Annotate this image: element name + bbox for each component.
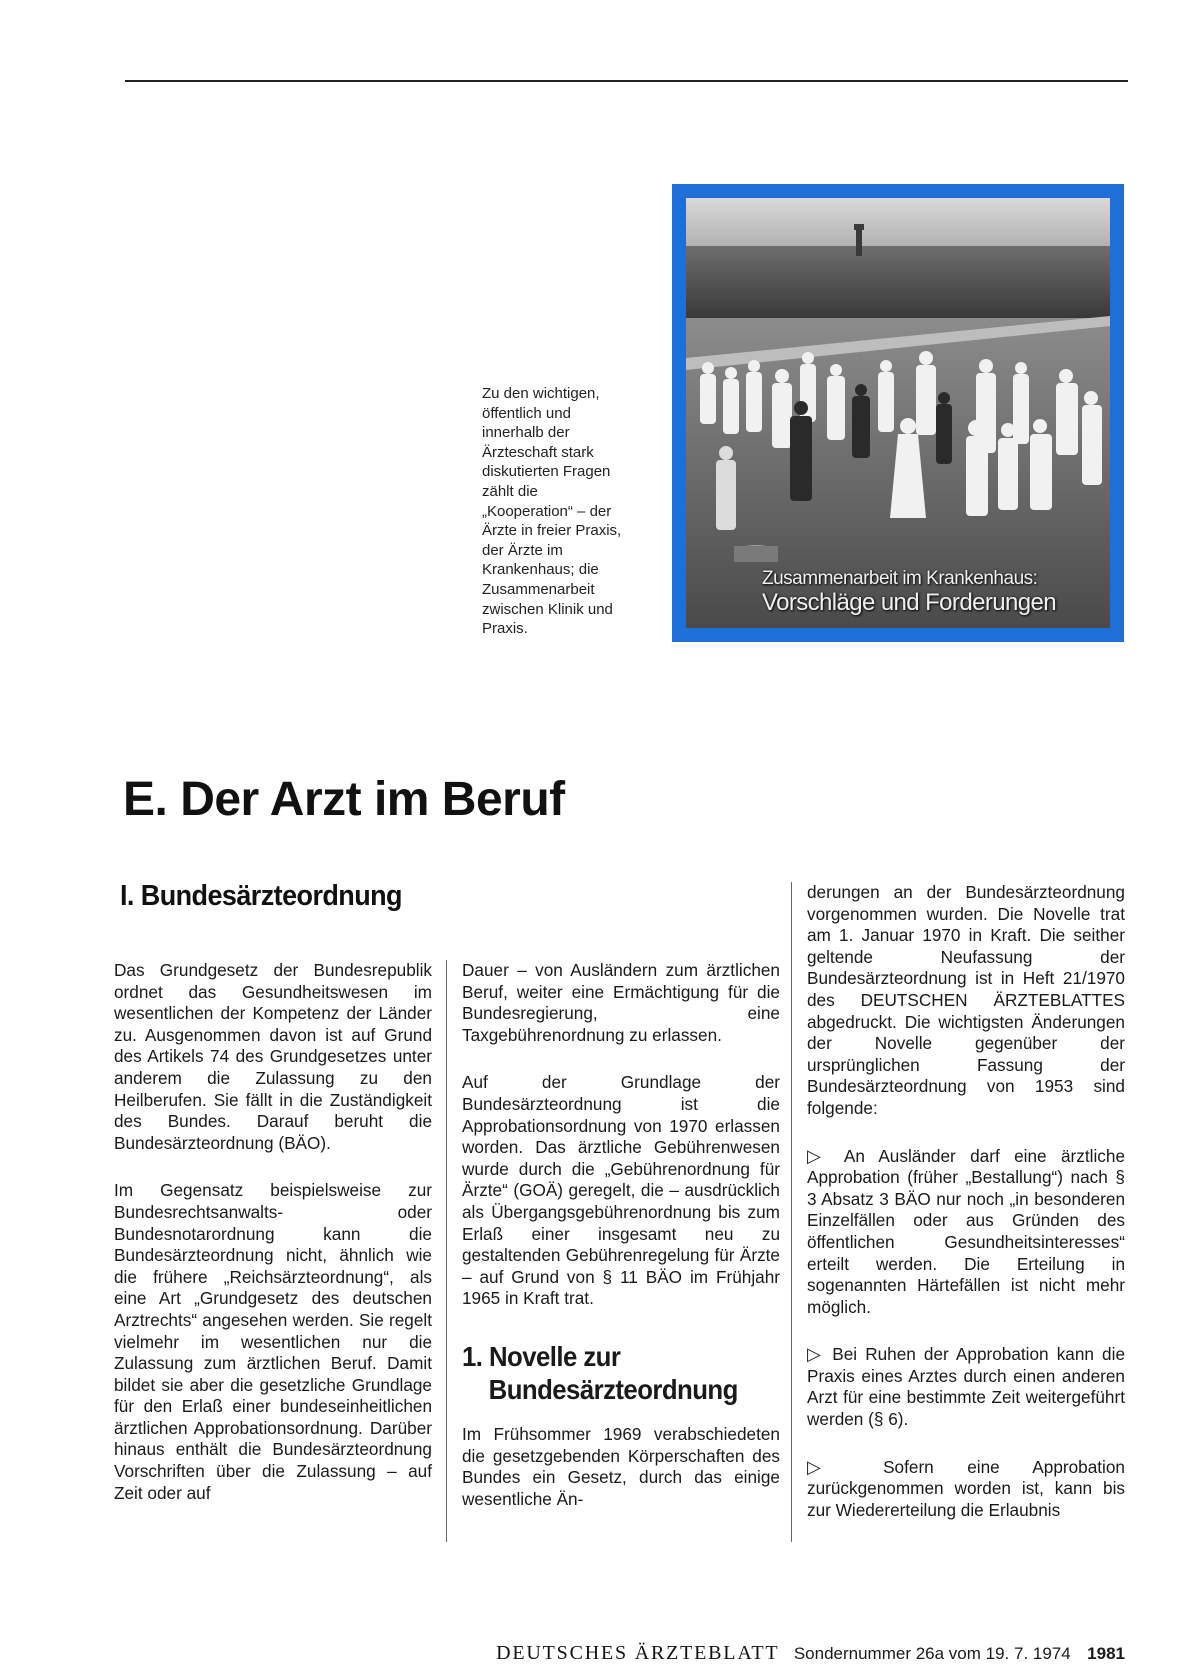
photo-overlay-text [762,568,1102,616]
caption-line: „Kooperation“ – der [482,502,612,520]
caption-line: öffentlich und [482,404,571,422]
caption-line: Ärzte in freier Praxis, [482,522,622,540]
caption-line: zwischen Klinik und [482,600,613,618]
novelle-heading-line1: 1. Novelle zur [462,1340,621,1372]
paragraph: Auf der Grundlage der Bundesärzteordnung ist die Approbationsordnung von 1970 erlassen worden. Das ärztliche Gebührenwesen wurde durch die „Gebührenordnung für Ärzte“ (GOÄ) geregelt, die – ausdrücklich als Übergangsgebührenordnung bis zum Erlaß einer insgesamt neu zu gestaltenden Gebührenregelung für Ärzte – auf Grund von § 11 BÄO im Frühjahr 1965 in Kraft trat. [462,1072,780,1309]
caption-line: zählt die [482,482,538,500]
bullet-text: An Ausländer darf eine ärztliche Approbation (früher „Bestallung“) nach § 3 Absatz 3 BÄO nur noch „in besonderen Einzelfällen oder aus Gründen des öffentlichen Gesundheitsinteresses“ erteilt werden. Die Erteilung in sogenannten Härtefällen ist nicht mehr möglich. [807,1145,1125,1317]
bullet-item [807,1146,1125,1319]
page-number: 1981 [1087,1644,1125,1663]
photo-frame [672,184,1124,642]
paragraph: Das Grundgesetz der Bundesrepublik ordnet das Gesundheitswesen im wesentlichen der Kompetenz der Länder zu. Ausgenommen davon ist auf Grund des Artikels 74 des Grundgesetzes unter anderem die Zulassung zu den Heilberufen. Sie fällt in die Zuständigkeit des Bundes. Darauf beruht die Bundesärzteordnung (BÄO). [114,960,432,1153]
paragraph: Im Gegensatz beispielsweise zur Bundesrechtsanwalts- oder Bundesnotarordnung kann die Bundesärzteordnung nicht, ähnlich wie die frühere „Reichsärzteordnung“, als eine Art „Grundgesetz des deutschen Arztrechts“ angesehen werden. Sie regelt vielmehr im wesentlichen nur die Zulassung zum ärztlichen Beruf. Damit bildet sie aber die gesetzliche Grundlage für den Erlaß einer bundeseinheitlichen ärztlichen Approbationsordnung. Darüber hinaus enthält die Bundesärzteordnung Vorschriften über die Zulassung – auf Zeit oder auf [114,1180,432,1503]
paragraph: derungen an der Bundesärzteordnung vorgenommen wurden. Die Novelle trat am 1. Januar 1970 in Kraft. Die seither geltende Neufassung der Bundesärzteordnung ist in Heft 21/1970 des DEUTSCHEN ÄRZTEBLATTES abgedruckt. Die wichtigsten Änderungen der Novelle gegenüber der ursprünglichen Fassung der Bundesärzteordnung von 1953 sind folgende: [807,882,1125,1118]
top-rule [125,80,1128,82]
caption-line: Zusammenarbeit [482,580,595,598]
caption-line: innerhalb der [482,424,570,442]
triangle-bullet-icon: ▷ [807,1456,850,1477]
photo-overlay-line2: Vorschläge und Forderungen [762,589,1056,616]
triangle-bullet-icon: ▷ [807,1344,825,1365]
caption-line: Praxis. [482,620,528,638]
paragraph: Dauer – von Ausländern zum ärztlichen Beruf, weiter eine Ermächtigung für die Bundesregierung, eine Taxgebührenordnung zu erlassen. [462,960,780,1045]
journal-name: DEUTSCHES ÄRZTEBLATT [496,1642,780,1664]
bullet-text: Sofern eine Approbation zurückgenommen worden ist, kann bis zur Wiedererteilung die Erlaubnis [807,1456,1125,1520]
photo-caption [482,384,652,639]
caption-line: Zu den wichtigen, [482,385,600,402]
text-column-1 [114,960,432,1504]
novelle-heading [462,1340,755,1406]
photo-overlay-line1: Zusammenarbeit im Krankenhaus: [762,568,1038,589]
novelle-heading-line2: Bundesärzteordnung [488,1373,738,1405]
subsection-title: I. Bundesärzteordnung [120,880,402,912]
section-title: E. Der Arzt im Beruf [123,773,565,826]
bullet-text: Bei Ruhen der Approbation kann die Praxis eines Arztes durch einen anderen Arzt für eine bestimmte Zeit weitergeführt werden (§ 6). [807,1344,1125,1430]
column-divider [446,960,447,1542]
caption-line: Krankenhaus; die [482,561,599,579]
issue-info: Sondernummer 26a vom 19. 7. 1974 [793,1644,1071,1663]
text-column-3 [807,882,1125,1521]
page-footer [420,1642,1125,1665]
bullet-item [807,1344,1125,1430]
bullet-item [807,1457,1125,1522]
caption-line: diskutierten Fragen [482,463,611,481]
text-column-2 [462,960,780,1510]
caption-line: der Ärzte im [482,541,563,559]
rooftop-group-photo [686,198,1110,628]
paragraph: Im Frühsommer 1969 verabschiedeten die gesetzgebenden Körperschaften des Bundes ein Gesetz, durch das einige wesentliche Än- [462,1423,780,1509]
caption-line: Ärzteschaft stark [482,443,594,461]
column-divider [791,882,792,1542]
triangle-bullet-icon: ▷ [807,1145,831,1166]
photo-illustration [686,198,1110,628]
